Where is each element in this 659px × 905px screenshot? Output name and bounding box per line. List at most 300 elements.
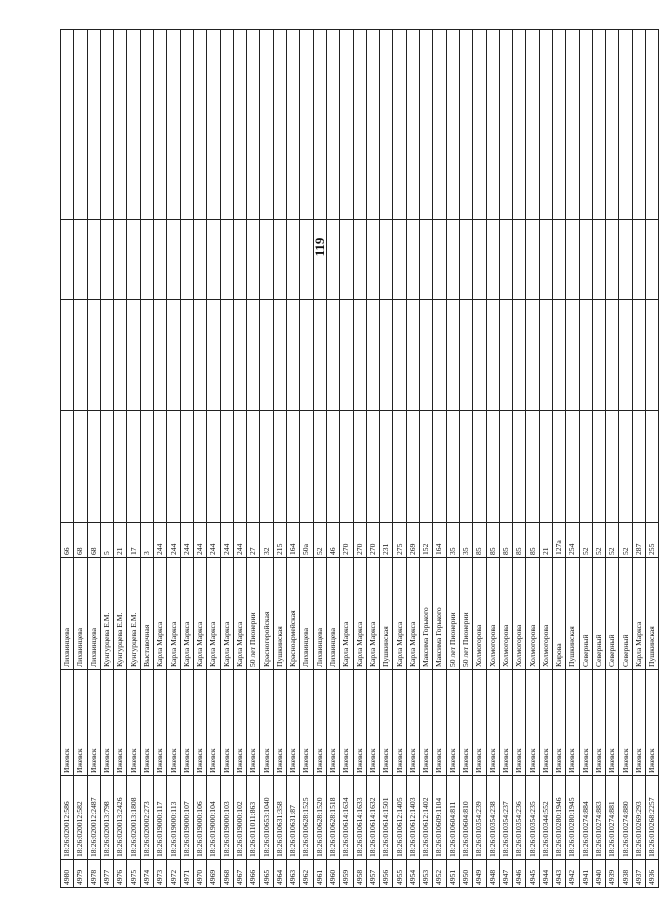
- empty-cell: [592, 220, 605, 300]
- street-cell: Карла Маркса: [366, 558, 379, 670]
- city-cell: Ижевск: [61, 670, 74, 776]
- empty-cell: [193, 30, 206, 220]
- empty-cell: [154, 411, 167, 523]
- cadastral-number: 18:26:010628:1525: [300, 776, 313, 860]
- street-cell: 50 лет Пионерии: [247, 558, 260, 670]
- empty-cell: [167, 411, 180, 523]
- empty-cell: [353, 300, 366, 411]
- empty-cell: [326, 411, 339, 523]
- empty-cell: [433, 300, 446, 411]
- table-row: [353, 30, 366, 888]
- empty-cell: [207, 220, 220, 300]
- street-cell: Лихвинцева: [300, 558, 313, 670]
- row-number: 4944: [539, 860, 552, 888]
- cadastral-number: 18:26:020012:2487: [87, 776, 100, 860]
- house-cell: 215: [273, 523, 286, 558]
- empty-cell: [140, 411, 153, 523]
- empty-cell: [114, 30, 127, 220]
- row-number: 4957: [366, 860, 379, 888]
- house-cell: 32: [260, 523, 273, 558]
- empty-cell: [420, 220, 433, 300]
- registry-table-area: [60, 30, 657, 888]
- empty-cell: [646, 300, 659, 411]
- empty-cell: [646, 411, 659, 523]
- cadastral-number: 18:26:020012:582: [74, 776, 87, 860]
- street-cell: Холмогорова: [526, 558, 539, 670]
- empty-cell: [300, 411, 313, 523]
- empty-cell: [566, 411, 579, 523]
- empty-cell: [632, 220, 645, 300]
- cadastral-number: 18:26:010614:1632: [366, 776, 379, 860]
- house-cell: 275: [393, 523, 406, 558]
- empty-cell: [393, 220, 406, 300]
- empty-cell: [606, 220, 619, 300]
- empty-cell: [233, 300, 246, 411]
- table-row: [459, 30, 472, 888]
- empty-cell: [433, 220, 446, 300]
- empty-cell: [61, 300, 74, 411]
- cadastral-number: 18:26:020013:2426: [114, 776, 127, 860]
- row-number: 4950: [459, 860, 472, 888]
- street-cell: Холмогорова: [473, 558, 486, 670]
- cadastral-number: 18:26:010614:1634: [340, 776, 353, 860]
- house-cell: 68: [87, 523, 100, 558]
- empty-cell: [619, 30, 632, 220]
- empty-cell: [366, 300, 379, 411]
- cadastral-number: 18:26:010612:1403: [406, 776, 419, 860]
- row-number: 4937: [632, 860, 645, 888]
- street-cell: Холмогорова: [513, 558, 526, 670]
- row-number: 4948: [486, 860, 499, 888]
- house-cell: 52: [619, 523, 632, 558]
- table-row: [393, 30, 406, 888]
- house-cell: 3: [140, 523, 153, 558]
- empty-cell: [193, 300, 206, 411]
- house-cell: 17: [127, 523, 140, 558]
- house-cell: 46: [326, 523, 339, 558]
- city-cell: Ижевск: [233, 670, 246, 776]
- empty-cell: [380, 300, 393, 411]
- cadastral-number: 18:26:019000:103: [220, 776, 233, 860]
- empty-cell: [220, 411, 233, 523]
- table-row: [526, 30, 539, 888]
- empty-cell: [619, 220, 632, 300]
- table-row: [260, 30, 273, 888]
- empty-cell: [446, 220, 459, 300]
- cadastral-number: 18:26:019000:102: [233, 776, 246, 860]
- house-cell: 52: [313, 523, 326, 558]
- row-number: 4951: [446, 860, 459, 888]
- house-cell: 85: [526, 523, 539, 558]
- empty-cell: [433, 411, 446, 523]
- cadastral-number: 18:26:010628:1518: [326, 776, 339, 860]
- table-row: [420, 30, 433, 888]
- empty-cell: [606, 300, 619, 411]
- empty-cell: [539, 220, 552, 300]
- city-cell: Ижевск: [180, 670, 193, 776]
- row-number: 4941: [579, 860, 592, 888]
- empty-cell: [446, 411, 459, 523]
- empty-cell: [74, 300, 87, 411]
- house-cell: 52: [579, 523, 592, 558]
- empty-cell: [127, 220, 140, 300]
- empty-cell: [579, 220, 592, 300]
- empty-cell: [313, 300, 326, 411]
- empty-cell: [180, 300, 193, 411]
- cadastral-number: 18:26:010354:238: [486, 776, 499, 860]
- row-number: 4942: [566, 860, 579, 888]
- empty-cell: [459, 411, 472, 523]
- empty-cell: [632, 30, 645, 220]
- empty-cell: [87, 411, 100, 523]
- street-cell: Карла Маркса: [632, 558, 645, 670]
- empty-cell: [74, 30, 87, 220]
- house-cell: 127а: [552, 523, 565, 558]
- empty-cell: [87, 30, 100, 220]
- city-cell: Ижевск: [526, 670, 539, 776]
- empty-cell: [207, 411, 220, 523]
- house-cell: 35: [459, 523, 472, 558]
- street-cell: Карла Маркса: [233, 558, 246, 670]
- table-row: [74, 30, 87, 888]
- house-cell: 231: [380, 523, 393, 558]
- empty-cell: [473, 220, 486, 300]
- table-row: [473, 30, 486, 888]
- house-cell: 270: [340, 523, 353, 558]
- street-cell: 50 лет Пионерии: [446, 558, 459, 670]
- cadastral-number: 18:26:010274:880: [619, 776, 632, 860]
- street-cell: Пушкинская: [380, 558, 393, 670]
- table-row: [579, 30, 592, 888]
- empty-cell: [646, 220, 659, 300]
- empty-cell: [513, 30, 526, 220]
- empty-cell: [473, 411, 486, 523]
- row-number: 4978: [87, 860, 100, 888]
- empty-cell: [420, 30, 433, 220]
- street-cell: Кирова: [552, 558, 565, 670]
- row-number: 4959: [340, 860, 353, 888]
- street-cell: Красногеройская: [260, 558, 273, 670]
- empty-cell: [114, 300, 127, 411]
- city-cell: Ижевск: [127, 670, 140, 776]
- city-cell: Ижевск: [473, 670, 486, 776]
- empty-cell: [207, 300, 220, 411]
- city-cell: Ижевск: [420, 670, 433, 776]
- empty-cell: [247, 300, 260, 411]
- row-number: 4936: [646, 860, 659, 888]
- city-cell: Ижевск: [260, 670, 273, 776]
- city-cell: Ижевск: [247, 670, 260, 776]
- cadastral-number: 18:26:019000:106: [193, 776, 206, 860]
- empty-cell: [247, 411, 260, 523]
- row-number: 4963: [287, 860, 300, 888]
- cadastral-number: 18:26:010280:1945: [566, 776, 579, 860]
- cadastral-number: 18:26:010612:1405: [393, 776, 406, 860]
- cadastral-number: 18:26:010614:1501: [380, 776, 393, 860]
- table-row: [513, 30, 526, 888]
- row-number: 4973: [154, 860, 167, 888]
- empty-cell: [353, 220, 366, 300]
- empty-cell: [486, 411, 499, 523]
- empty-cell: [606, 30, 619, 220]
- cadastral-number: 18:26:020013:798: [100, 776, 113, 860]
- empty-cell: [566, 300, 579, 411]
- empty-cell: [526, 220, 539, 300]
- city-cell: Ижевск: [340, 670, 353, 776]
- cadastral-number: 18:26:020012:586: [61, 776, 74, 860]
- empty-cell: [606, 411, 619, 523]
- table-row: [326, 30, 339, 888]
- cadastral-number: 18:26:010612:1402: [420, 776, 433, 860]
- street-cell: Карла Маркса: [393, 558, 406, 670]
- street-cell: 50 лет Пионерии: [459, 558, 472, 670]
- empty-cell: [61, 411, 74, 523]
- row-number: 4958: [353, 860, 366, 888]
- empty-cell: [632, 411, 645, 523]
- row-number: 4962: [300, 860, 313, 888]
- street-cell: Карла Маркса: [353, 558, 366, 670]
- cadastral-number: 18:26:019000:113: [167, 776, 180, 860]
- row-number: 4956: [380, 860, 393, 888]
- city-cell: Ижевск: [619, 670, 632, 776]
- street-cell: Карла Маркса: [193, 558, 206, 670]
- empty-cell: [167, 30, 180, 220]
- empty-cell: [154, 300, 167, 411]
- empty-cell: [366, 220, 379, 300]
- empty-cell: [526, 300, 539, 411]
- cadastral-number: 18:26:010354:236: [513, 776, 526, 860]
- street-cell: Кунгурцева Е.М.: [114, 558, 127, 670]
- empty-cell: [300, 300, 313, 411]
- empty-cell: [180, 220, 193, 300]
- street-cell: Северный: [619, 558, 632, 670]
- street-cell: Лихвинцева: [326, 558, 339, 670]
- city-cell: Ижевск: [366, 670, 379, 776]
- house-cell: 85: [473, 523, 486, 558]
- row-number: 4965: [260, 860, 273, 888]
- cadastral-number: 18:26:020002:273: [140, 776, 153, 860]
- empty-cell: [273, 411, 286, 523]
- table-row: [180, 30, 193, 888]
- house-cell: 164: [287, 523, 300, 558]
- empty-cell: [74, 220, 87, 300]
- street-cell: Холмогорова: [539, 558, 552, 670]
- empty-cell: [100, 220, 113, 300]
- table-row: [446, 30, 459, 888]
- empty-cell: [579, 411, 592, 523]
- house-cell: 164: [433, 523, 446, 558]
- empty-cell: [100, 300, 113, 411]
- house-cell: 244: [220, 523, 233, 558]
- cadastral-number: 18:26:011011:863: [247, 776, 260, 860]
- empty-cell: [592, 411, 605, 523]
- city-cell: Ижевск: [606, 670, 619, 776]
- table-row: [566, 30, 579, 888]
- city-cell: Ижевск: [566, 670, 579, 776]
- row-number: 4940: [592, 860, 605, 888]
- empty-cell: [247, 220, 260, 300]
- cadastral-number: 18:26:010609:1104: [433, 776, 446, 860]
- empty-cell: [513, 300, 526, 411]
- empty-cell: [300, 30, 313, 220]
- empty-cell: [340, 300, 353, 411]
- street-cell: Холмогорова: [486, 558, 499, 670]
- empty-cell: [646, 30, 659, 220]
- table-row: [140, 30, 153, 888]
- empty-cell: [406, 300, 419, 411]
- empty-cell: [127, 30, 140, 220]
- empty-cell: [340, 30, 353, 220]
- city-cell: Ижевск: [513, 670, 526, 776]
- empty-cell: [287, 411, 300, 523]
- table-row: [247, 30, 260, 888]
- cadastral-number: 18:26:010354:239: [473, 776, 486, 860]
- city-cell: Ижевск: [406, 670, 419, 776]
- empty-cell: [287, 30, 300, 220]
- street-cell: Красноармейская: [287, 558, 300, 670]
- empty-cell: [340, 411, 353, 523]
- empty-cell: [313, 411, 326, 523]
- street-cell: Карла Маркса: [167, 558, 180, 670]
- empty-cell: [233, 411, 246, 523]
- house-cell: 68: [74, 523, 87, 558]
- empty-cell: [473, 300, 486, 411]
- empty-cell: [114, 411, 127, 523]
- row-number: 4972: [167, 860, 180, 888]
- empty-cell: [579, 300, 592, 411]
- empty-cell: [486, 220, 499, 300]
- row-number: 4961: [313, 860, 326, 888]
- empty-cell: [406, 30, 419, 220]
- empty-cell: [513, 220, 526, 300]
- table-row: [619, 30, 632, 888]
- house-cell: 254: [566, 523, 579, 558]
- row-number: 4966: [247, 860, 260, 888]
- empty-cell: [154, 30, 167, 220]
- row-number: 4979: [74, 860, 87, 888]
- empty-cell: [632, 300, 645, 411]
- cadastral-number: 18:26:020013:1808: [127, 776, 140, 860]
- city-cell: Ижевск: [87, 670, 100, 776]
- row-number: 4955: [393, 860, 406, 888]
- empty-cell: [260, 30, 273, 220]
- street-cell: Карла Маркса: [180, 558, 193, 670]
- empty-cell: [526, 30, 539, 220]
- table-row: [606, 30, 619, 888]
- city-cell: Ижевск: [552, 670, 565, 776]
- empty-cell: [260, 300, 273, 411]
- empty-cell: [393, 411, 406, 523]
- cadastral-number: 18:26:010628:1520: [313, 776, 326, 860]
- table-row: [127, 30, 140, 888]
- empty-cell: [619, 300, 632, 411]
- house-cell: 152: [420, 523, 433, 558]
- table-row: [154, 30, 167, 888]
- street-cell: Карла Маркса: [207, 558, 220, 670]
- empty-cell: [220, 220, 233, 300]
- empty-cell: [193, 411, 206, 523]
- house-cell: 244: [207, 523, 220, 558]
- street-cell: Карла Маркса: [406, 558, 419, 670]
- house-cell: 27: [247, 523, 260, 558]
- empty-cell: [114, 220, 127, 300]
- house-cell: 85: [499, 523, 512, 558]
- city-cell: Ижевск: [592, 670, 605, 776]
- street-cell: Лихвинцева: [87, 558, 100, 670]
- city-cell: Ижевск: [486, 670, 499, 776]
- house-cell: 287: [632, 523, 645, 558]
- empty-cell: [473, 30, 486, 220]
- page-number: 119: [312, 237, 327, 257]
- table-row: [273, 30, 286, 888]
- row-number: 4977: [100, 860, 113, 888]
- empty-cell: [499, 300, 512, 411]
- cadastral-number: 18:26:010354:237: [499, 776, 512, 860]
- house-cell: 270: [353, 523, 366, 558]
- empty-cell: [513, 411, 526, 523]
- cadastral-number: 18:26:010354:235: [526, 776, 539, 860]
- empty-cell: [260, 411, 273, 523]
- table-row: [486, 30, 499, 888]
- cadastral-number: 18:26:010274:881: [606, 776, 619, 860]
- table-row: [61, 30, 74, 888]
- table-row: [380, 30, 393, 888]
- city-cell: Ижевск: [300, 670, 313, 776]
- street-cell: Северный: [606, 558, 619, 670]
- empty-cell: [167, 300, 180, 411]
- city-cell: Ижевск: [313, 670, 326, 776]
- house-cell: 85: [513, 523, 526, 558]
- empty-cell: [406, 411, 419, 523]
- empty-cell: [579, 30, 592, 220]
- city-cell: Ижевск: [459, 670, 472, 776]
- cadastral-number: 18:26:010344:552: [539, 776, 552, 860]
- row-number: 4975: [127, 860, 140, 888]
- house-cell: 5: [100, 523, 113, 558]
- cadastral-number: 18:26:019000:117: [154, 776, 167, 860]
- street-cell: Лихвинцева: [61, 558, 74, 670]
- street-cell: Карла Маркса: [340, 558, 353, 670]
- table-row: [539, 30, 552, 888]
- empty-cell: [446, 30, 459, 220]
- empty-cell: [87, 220, 100, 300]
- city-cell: Ижевск: [207, 670, 220, 776]
- empty-cell: [592, 30, 605, 220]
- empty-cell: [300, 220, 313, 300]
- empty-cell: [287, 300, 300, 411]
- cadastral-number: 18:26:010268:2257: [646, 776, 659, 860]
- empty-cell: [61, 220, 74, 300]
- empty-cell: [61, 30, 74, 220]
- city-cell: Ижевск: [74, 670, 87, 776]
- cadastral-number: 18:26:010604:811: [446, 776, 459, 860]
- row-number: 4960: [326, 860, 339, 888]
- street-cell: Северный: [592, 558, 605, 670]
- empty-cell: [180, 30, 193, 220]
- city-cell: Ижевск: [193, 670, 206, 776]
- house-cell: 52: [592, 523, 605, 558]
- row-number: 4970: [193, 860, 206, 888]
- empty-cell: [380, 220, 393, 300]
- row-number: 4980: [61, 860, 74, 888]
- table-body: [61, 30, 659, 888]
- street-cell: Выставочная: [140, 558, 153, 670]
- table-row: [193, 30, 206, 888]
- cadastral-number: 18:26:019000:107: [180, 776, 193, 860]
- table-row: [233, 30, 246, 888]
- table-row: [592, 30, 605, 888]
- house-cell: 21: [114, 523, 127, 558]
